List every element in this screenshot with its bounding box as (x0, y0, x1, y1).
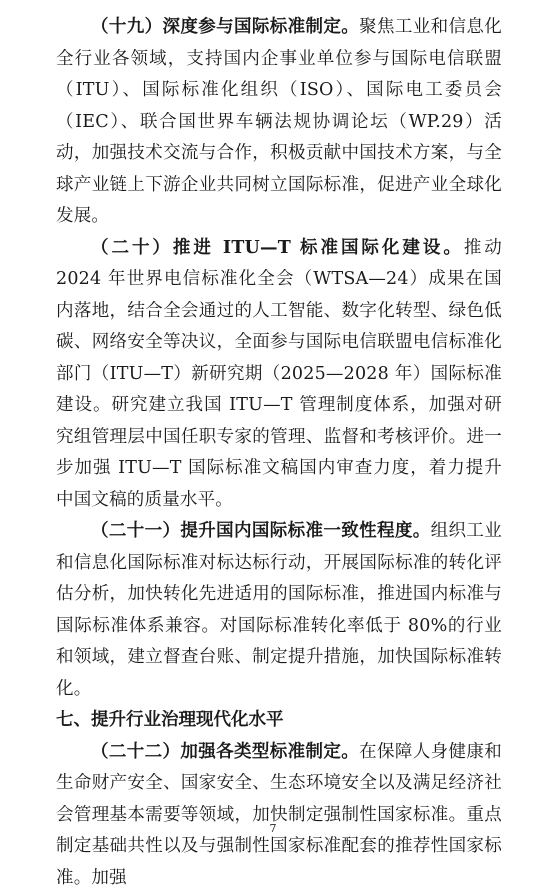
paragraph-22-body: 在保障人身健康和生命财产安全、国家安全、生态环境安全以及满足经济社会管理基本需要等领域，加快制定强制性国家标准。重点制定基础共性以及与强制性国家标准配套的推荐性国家标准。加强 (56, 742, 502, 888)
paragraph-19-heading: （十九）深度参与国际标准制定。 (91, 17, 359, 37)
paragraph-22-heading: （二十二）加强各类型标准制定。 (91, 742, 359, 762)
paragraph-21-body: 组织工业和信息化国际标准对标达标行动，开展国际标准的转化评估分析，加快转化先进适用的国际标准，推进国内标准与国际标准体系兼容。对国际标准转化率低于 80%的行业和领域，建立督查台账、制定提升措施，加快国际标准转化。 (56, 521, 502, 699)
paragraph-20 (56, 233, 502, 517)
paragraph-22 (56, 737, 502, 894)
paragraph-20-body: 推动 2024 年世界电信标准化全会（WTSA—24）成果在国内落地，结合全会通过的人工智能、数字化转型、绿色低碳、网络安全等决议，全面参与国际电信联盟电信标准化部门（ITU—T）新研究期（2025—2028 年）国际标准建设。研究建立我国 ITU—T 管理制度体系，加强对研究组管理层中国任职专家的管理、监督和考核评价。进一步加强 ITU—T 国际标准文稿国内审查力度，着力提升中国文稿的质量水平。 (56, 238, 502, 510)
paragraph-21-heading: （二十一）提升国内国际标准一致性程度。 (91, 521, 431, 541)
paragraph-20-heading: （二十）推进 ITU—T 标准国际化建设。 (91, 238, 464, 258)
paragraph-21 (56, 516, 502, 705)
document-page (56, 12, 502, 894)
paragraph-19 (56, 12, 502, 233)
section-heading: 七、提升行业治理现代化水平 (56, 705, 502, 737)
page-number: 7 (0, 822, 546, 835)
paragraph-19-body: 聚焦工业和信息化全行业各领域，支持国内企事业单位参与国际电信联盟（ITU）、国际标准化组织（ISO）、国际电工委员会（IEC）、联合国世界车辆法规协调论坛（WP.29）活动，加强技术交流与合作，积极贡献中国技术方案，与全球产业链上下游企业共同树立国际标准，促进产业全球化发展。 (56, 17, 502, 226)
